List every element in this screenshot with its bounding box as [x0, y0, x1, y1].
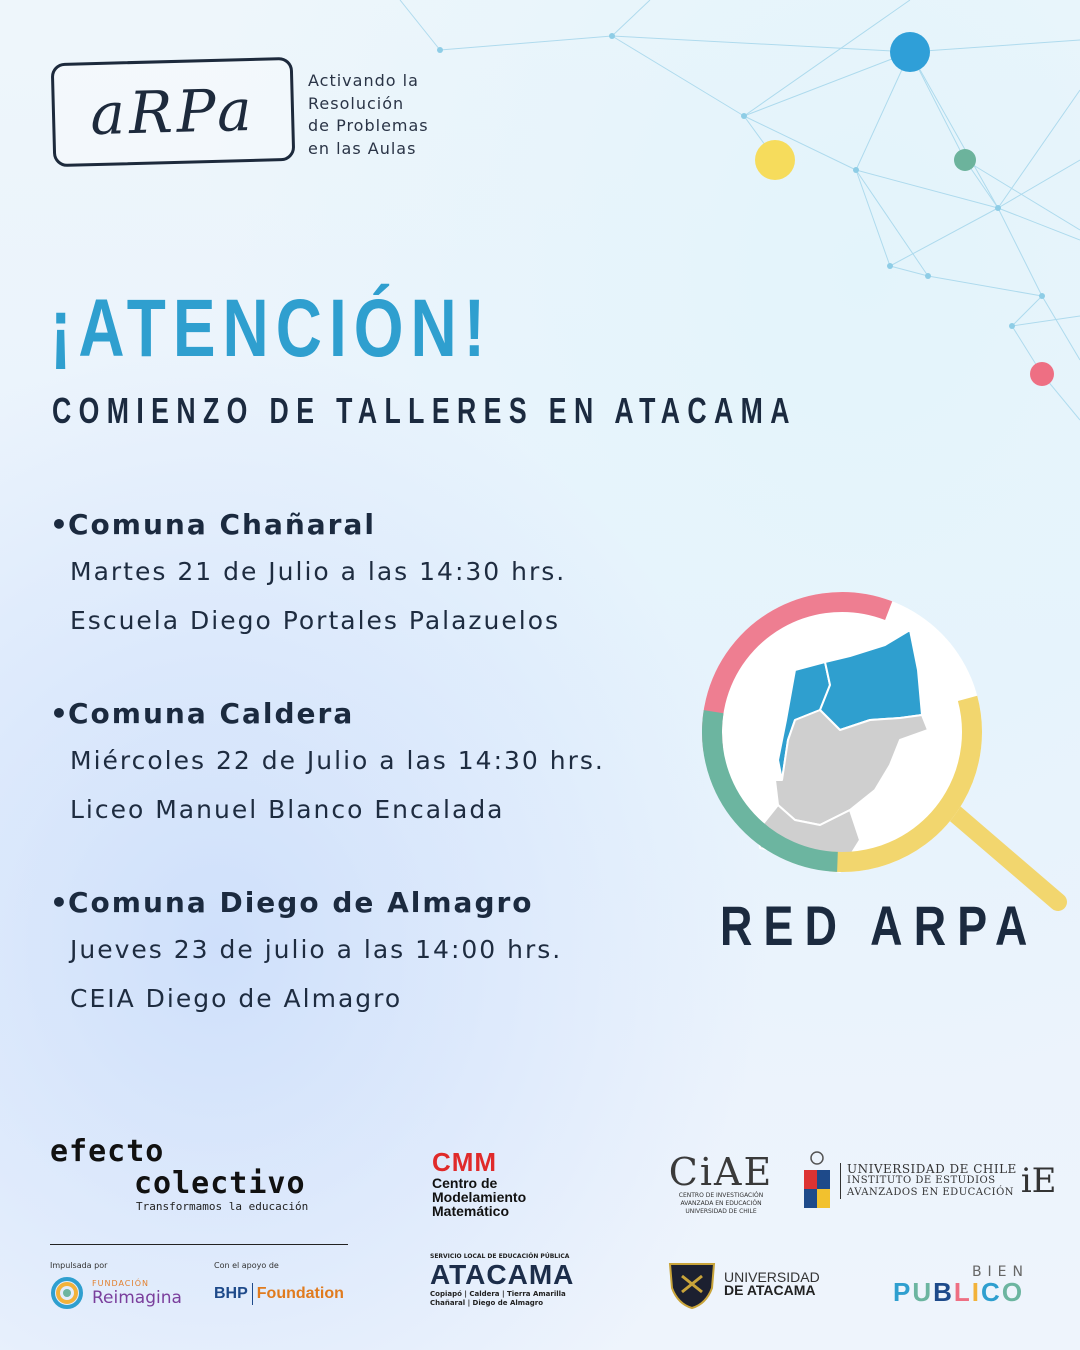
uchile-line: UNIVERSIDAD DE CHILE: [847, 1162, 1017, 1176]
cmm-line: Matemático: [432, 1203, 510, 1219]
atacama-top: SERVICIO LOCAL DE EDUCACIÓN PÚBLICA: [430, 1253, 570, 1260]
arpa-tagline: [308, 70, 458, 160]
bullet-icon: •: [50, 697, 70, 730]
reimagina-circles-icon: [50, 1276, 86, 1310]
footer-divider: [50, 1244, 348, 1245]
bhp-foundation-logo: [214, 1283, 344, 1305]
uda-line: UNIVERSIDAD: [724, 1269, 820, 1285]
page-title: ¡ATENCIÓN!: [50, 283, 493, 374]
bien-word: BIEN: [971, 1264, 1029, 1280]
event-date: Martes 21 de Julio a las 14:30 hrs.: [70, 557, 567, 586]
efecto-tagline: Transformamos la educación: [136, 1200, 309, 1213]
uchile-shield-icon: [802, 1150, 832, 1212]
bhp-word: BHP: [214, 1285, 248, 1302]
uchile-line: AVANZADOS EN EDUCACIÓN: [847, 1187, 1015, 1198]
cmm-line: Centro de: [432, 1175, 498, 1191]
event-date: Miércoles 22 de Julio a las 14:30 hrs.: [70, 746, 605, 775]
cmm-logo: [432, 1148, 526, 1218]
reimagina-small: FUNDACIÓN: [92, 1278, 150, 1288]
uda-line: DE ATACAMA: [724, 1282, 816, 1298]
event-name: Comuna Caldera: [68, 697, 355, 730]
magnifier-map-icon: [700, 590, 1080, 920]
slep-atacama-logo: [430, 1253, 574, 1308]
bullet-icon: •: [50, 886, 70, 919]
event-place: Escuela Diego Portales Palazuelos: [70, 606, 561, 635]
ciae-line: CENTRO DE INVESTIGACIÓN: [678, 1192, 764, 1199]
event-item: [50, 886, 562, 1013]
tagline-line: en las Aulas: [308, 138, 417, 158]
ciae-line: UNIVERSIDAD DE CHILE: [685, 1208, 757, 1215]
ciae-logo: [668, 1152, 774, 1216]
reimagina-logo: [50, 1276, 182, 1310]
arpa-logo: [51, 57, 296, 167]
foundation-word: Foundation: [256, 1285, 344, 1302]
atacama-line: Chañaral | Diego de Almagro: [430, 1299, 544, 1307]
cmm-title: CMM: [432, 1147, 498, 1177]
cmm-line: Modelamiento: [432, 1189, 527, 1205]
page-subtitle: COMIENZO DE TALLERES EN ATACAMA: [52, 390, 797, 431]
universidad-atacama-logo: [666, 1258, 820, 1310]
bullet-icon: •: [50, 508, 70, 541]
atacama-title: ATACAMA: [430, 1259, 575, 1290]
colectivo-word: colectivo: [134, 1166, 306, 1201]
reimagina-big: Reimagina: [92, 1287, 182, 1308]
efecto-colectivo-logo: [50, 1136, 308, 1213]
uda-shield-icon: [666, 1258, 718, 1310]
publico-word: PUBLICO: [893, 1277, 1025, 1307]
atacama-line: Copiapó | Caldera | Tierra Amarilla: [430, 1290, 566, 1298]
impulsada-label: Impulsada por: [50, 1261, 108, 1270]
efecto-word: efecto: [50, 1134, 165, 1169]
tagline-line: Activando la: [308, 71, 419, 90]
ciae-line: AVANZADA EN EDUCACIÓN: [680, 1200, 762, 1207]
event-date: Jueves 23 de julio a las 14:00 hrs.: [70, 935, 563, 964]
uchile-line: INSTITUTO DE ESTUDIOS: [847, 1175, 996, 1186]
ciae-title: CiAE: [668, 1150, 774, 1194]
event-place: Liceo Manuel Blanco Encalada: [70, 795, 505, 824]
event-name: Comuna Diego de Almagro: [68, 886, 534, 919]
tagline-line: de Problemas: [308, 116, 429, 135]
red-arpa-label: RED ARPA: [720, 894, 1039, 957]
tagline-line: Resolución: [308, 93, 405, 113]
arpa-logo-word: aRPa: [89, 75, 257, 149]
event-name: Comuna Chañaral: [68, 508, 376, 541]
bien-publico-logo: [893, 1265, 1033, 1305]
bhp-separator: [252, 1283, 253, 1305]
uchile-ie-logo: [802, 1150, 1057, 1212]
apoyo-label: Con el apoyo de: [214, 1261, 279, 1270]
event-place: CEIA Diego de Almagro: [70, 984, 403, 1013]
event-item: [50, 697, 605, 824]
ie-mark: iE: [1020, 1161, 1057, 1201]
event-item: [50, 508, 566, 635]
